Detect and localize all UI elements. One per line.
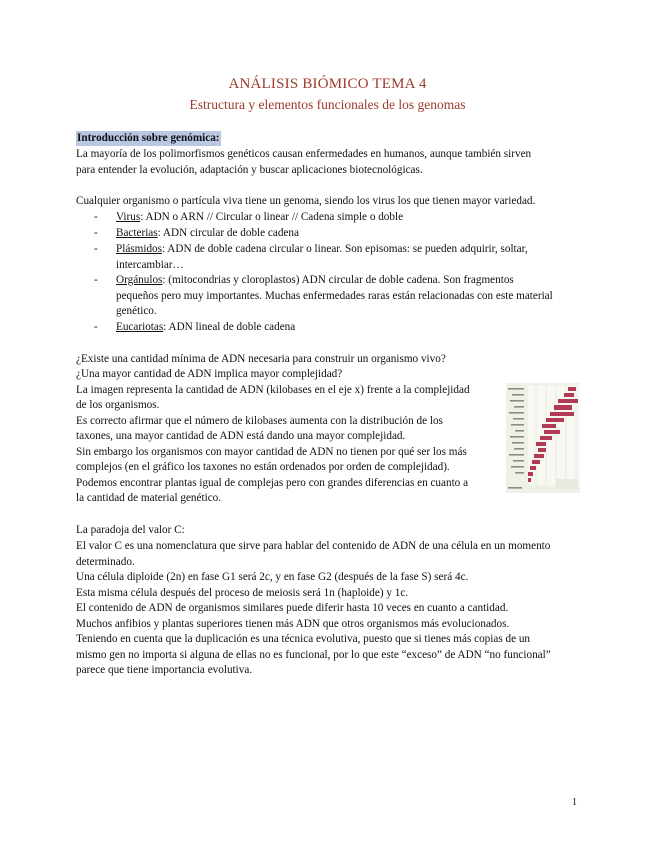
paradox-line: mismo gen no importa si alguna de ellas no es funcional, por lo que este “exceso” de ADN “no funcional” — [76, 649, 551, 661]
list-item-organulos — [116, 273, 514, 289]
term-label: Eucariotas — [116, 321, 164, 333]
list-item-continuation: pequeños pero muy importantes. Muchas enfermedades raras están relacionadas con este material — [116, 290, 553, 302]
list-item-bacterias — [116, 226, 299, 242]
question-line: taxones, una mayor cantidad de ADN está dando una mayor complejidad. — [76, 430, 406, 442]
question-line: Podemos encontrar plantas igual de complejas pero con grandes diferencias en cuanto a — [76, 477, 469, 489]
term-description: : ADN circular de doble cadena — [157, 227, 299, 239]
term-description: : (mitocondrias y cloroplastos) ADN circular de doble cadena. Son fragmentos — [162, 274, 514, 286]
question-line: ¿Existe una cantidad mínima de ADN necesaria para construir un organismo vivo? — [76, 353, 446, 365]
list-item-eucariotas — [116, 320, 295, 336]
term-description: : ADN lineal de doble cadena — [163, 321, 296, 333]
genome-size-figure — [506, 383, 580, 493]
genome-size-figure-graphic — [506, 383, 580, 493]
page-number: 1 — [572, 797, 577, 808]
term-description: : ADN de doble cadena circular o linear. Son episomas: se pueden adquirir, soltar, — [162, 243, 528, 255]
question-line: la cantidad de material genético. — [76, 492, 222, 504]
paradox-line: parece que tiene importancia evolutiva. — [76, 664, 253, 676]
list-item-plasmidos — [116, 242, 528, 258]
list-item-continuation: intercambiar… — [116, 259, 184, 271]
paradox-heading: La paradoja del valor C: — [76, 524, 185, 536]
question-line: ¿Una mayor cantidad de ADN implica mayor complejidad? — [76, 368, 343, 380]
question-line: Sin embargo los organismos con mayor cantidad de ADN no tienen por qué ser los más — [76, 446, 467, 458]
term-description: : ADN o ARN // Circular o linear // Cadena simple o doble — [140, 211, 404, 223]
question-line: complejos (en el gráfico los taxones no están ordenados por orden de complejidad). — [76, 461, 450, 473]
document-title: ANÁLISIS BIÓMICO TEMA 4 — [228, 76, 427, 92]
question-line: Es correcto afirmar que el número de kilobases aumenta con la distribución de los — [76, 415, 443, 427]
list-item-virus — [116, 210, 403, 226]
list-dash: - — [94, 227, 98, 239]
question-line: de los organismos. — [76, 399, 160, 411]
paradox-line: El valor C es una nomenclatura que sirve para hablar del contenido de ADN de una célula en un momento — [76, 540, 551, 552]
list-item-continuation: genético. — [116, 305, 157, 317]
intro-heading: Introducción sobre genómica: — [77, 132, 220, 144]
term-label: Plásmidos — [116, 243, 163, 255]
term-label: Orgánulos — [116, 274, 163, 286]
list-dash: - — [94, 211, 98, 223]
term-label: Bacterias — [116, 227, 158, 239]
organisms-lead: Cualquier organismo o partícula viva tiene un genoma, siendo los virus los que tienen mayor variedad. — [76, 195, 536, 207]
document-subtitle: Estructura y elementos funcionales de los genomas — [189, 97, 466, 112]
term-label: Virus — [116, 211, 141, 223]
list-dash: - — [94, 321, 98, 333]
intro-line: La mayoría de los polimorfismos genéticos causan enfermedades en humanos, aunque también sirven — [76, 148, 532, 160]
question-line: La imagen representa la cantidad de ADN (kilobases en el eje x) frente a la complejidad — [76, 384, 470, 396]
paradox-line: Teniendo en cuenta que la duplicación es una técnica evolutiva, puesto que si tienes más copias de un — [76, 633, 531, 645]
paradox-line: Esta misma célula después del proceso de meiosis será 1n (haploide) y 1c. — [76, 587, 409, 599]
paradox-line: Muchos anfibios y plantas superiores tienen más ADN que otros organismos más evolucionados. — [76, 618, 510, 630]
paradox-line: El contenido de ADN de organismos similares puede diferir hasta 10 veces en cuanto a cantidad. — [76, 602, 509, 614]
list-dash: - — [94, 274, 98, 286]
intro-line: para entender la evolución, adaptación y buscar aplicaciones biotecnológicas. — [76, 164, 423, 176]
paradox-line: Una célula diploide (2n) en fase G1 será 2c, y en fase G2 (después de la fase S) será 4c. — [76, 571, 469, 583]
list-dash: - — [94, 243, 98, 255]
paradox-line: determinado. — [76, 556, 135, 568]
